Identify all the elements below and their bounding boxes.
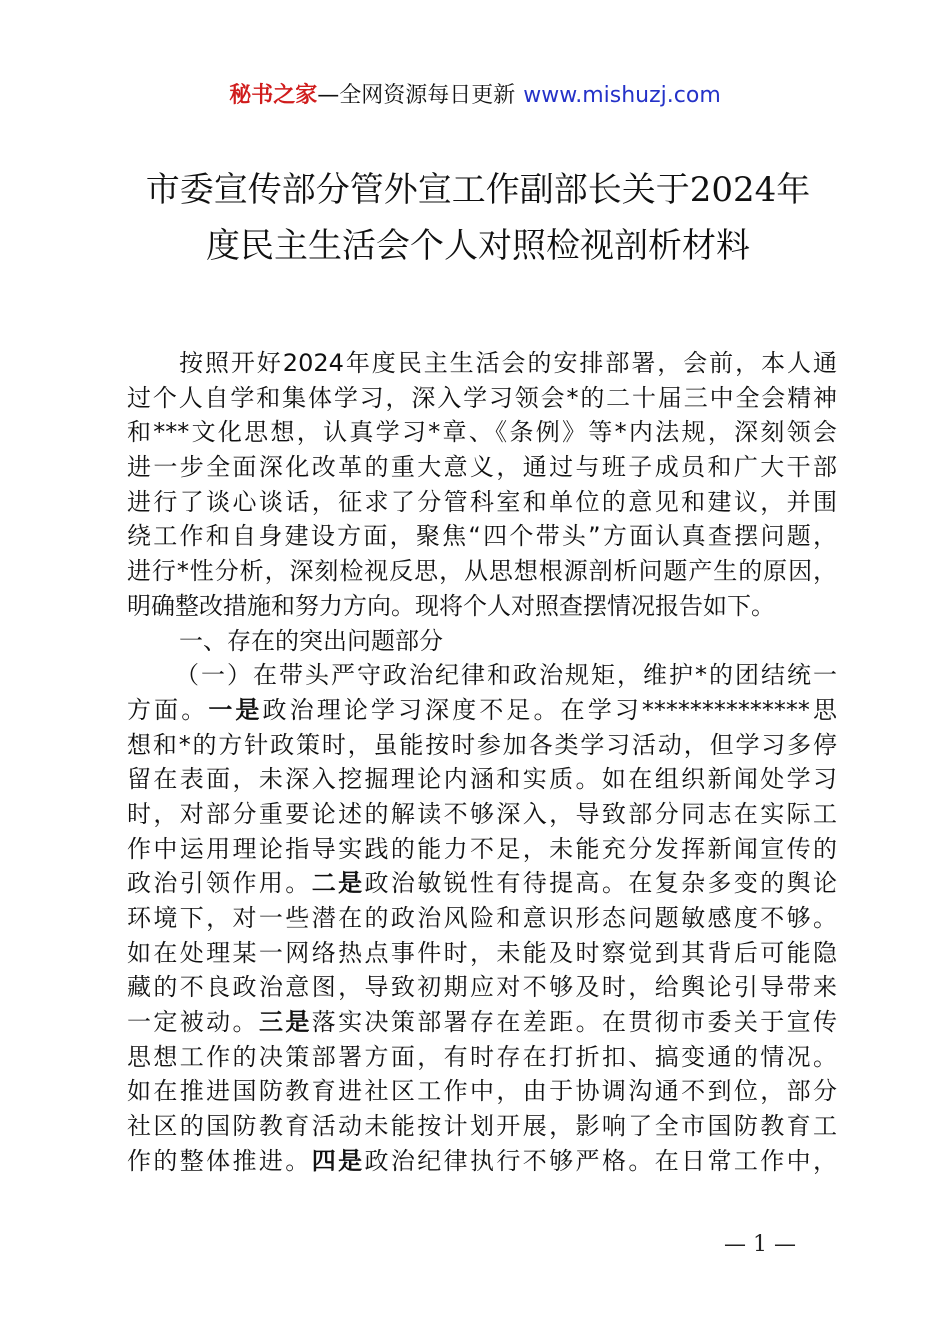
paragraph-line: 环境下，对一些潜在的政治风险和意识形态问题敏感度不够。 [127, 904, 837, 932]
document-title [120, 162, 836, 274]
page-number: — 1 — [724, 1232, 796, 1257]
intro-line: 进行*性分析，深刻检视反思，从思想根源剖析问题产生的原因， [127, 557, 837, 586]
paragraph-line: 政治引领作用。二是政治敏锐性有待提高。在复杂多变的舆论 [127, 869, 837, 898]
title-line-2: 度民主生活会个人对照检视剖析材料 [206, 226, 750, 266]
intro-line: 进一步全面深化改革的重大意义，通过与班子成员和广大干部 [127, 453, 837, 482]
point-marker: 三是 [258, 1008, 312, 1037]
point-marker: 四是 [311, 1146, 365, 1175]
paragraph-line: 留在表面，未深入挖掘理论内涵和实质。如在组织新闻处学习 [127, 765, 837, 794]
paragraph-line: 一定被动。三是落实决策部署存在差距。在贯彻市委关于宣传 [127, 1008, 837, 1037]
title-line-1: 市委宣传部分管外宣工作副部长关于2024年 [145, 170, 811, 210]
document-body [127, 346, 837, 1179]
paragraph-line: 如在推进国防教育进社区工作中，由于协调沟通不到位，部分 [127, 1077, 837, 1106]
paragraph-line: 作的整体推进。四是政治纪律执行不够严格。在日常工作中， [127, 1146, 837, 1175]
paragraph-line: 思想工作的决策部署方面，有时存在打折扣、搞变通的情况。 [127, 1042, 837, 1071]
subsection-heading: （一）在带头严守政治纪律和政治规矩，维护*的团结统一 [175, 661, 837, 690]
intro-line: 过个人自学和集体学习，深入学习领会*的二十届三中全会精神 [127, 383, 837, 412]
paragraph-line: 藏的不良政治意图，导致初期应对不够及时，给舆论引导带来 [127, 973, 837, 1002]
intro-line: 绕工作和自身建设方面，聚焦“四个带头”方面认真查摆问题， [127, 522, 837, 551]
section-heading: 一、存在的突出问题部分 [179, 626, 443, 655]
paragraph-line: 如在处理某一网络热点事件时，未能及时察觉到其背后可能隐 [127, 938, 837, 967]
brand-name: 秘书之家 [229, 83, 318, 108]
site-url-link[interactable]: www.mishuzj.com [523, 83, 721, 108]
intro-line: 按照开好2024年度民主生活会的安排部署，会前，本人通 [179, 349, 837, 377]
paragraph-line: 时，对部分重要论述的解读不够深入，导致部分同志在实际工 [127, 799, 837, 828]
paragraph-line: 想和*的方针政策时，虽能按时参加各类学习活动，但学习多停 [127, 730, 837, 759]
paragraph-line: 方面。一是政治理论学习深度不足。在学习**************思 [127, 695, 837, 724]
intro-line: 进行了谈心谈话，征求了分管科室和单位的意见和建议，并围 [127, 487, 837, 516]
intro-line: 和***文化思想，认真学习*章、《条例》等*内法规，深刻领会 [127, 418, 837, 447]
point-marker: 二是 [311, 869, 365, 898]
intro-line: 明确整改措施和努力方向。现将个人对照查摆情况报告如下。 [127, 591, 775, 620]
header-tagline: —全网资源每日更新 [317, 83, 516, 108]
site-header [0, 78, 950, 114]
paragraph-line: 社区的国防教育活动未能按计划开展，影响了全市国防教育工 [127, 1112, 837, 1141]
paragraph-line: 作中运用理论指导实践的能力不足，未能充分发挥新闻宣传的 [127, 834, 837, 863]
point-marker: 一是 [208, 695, 263, 724]
